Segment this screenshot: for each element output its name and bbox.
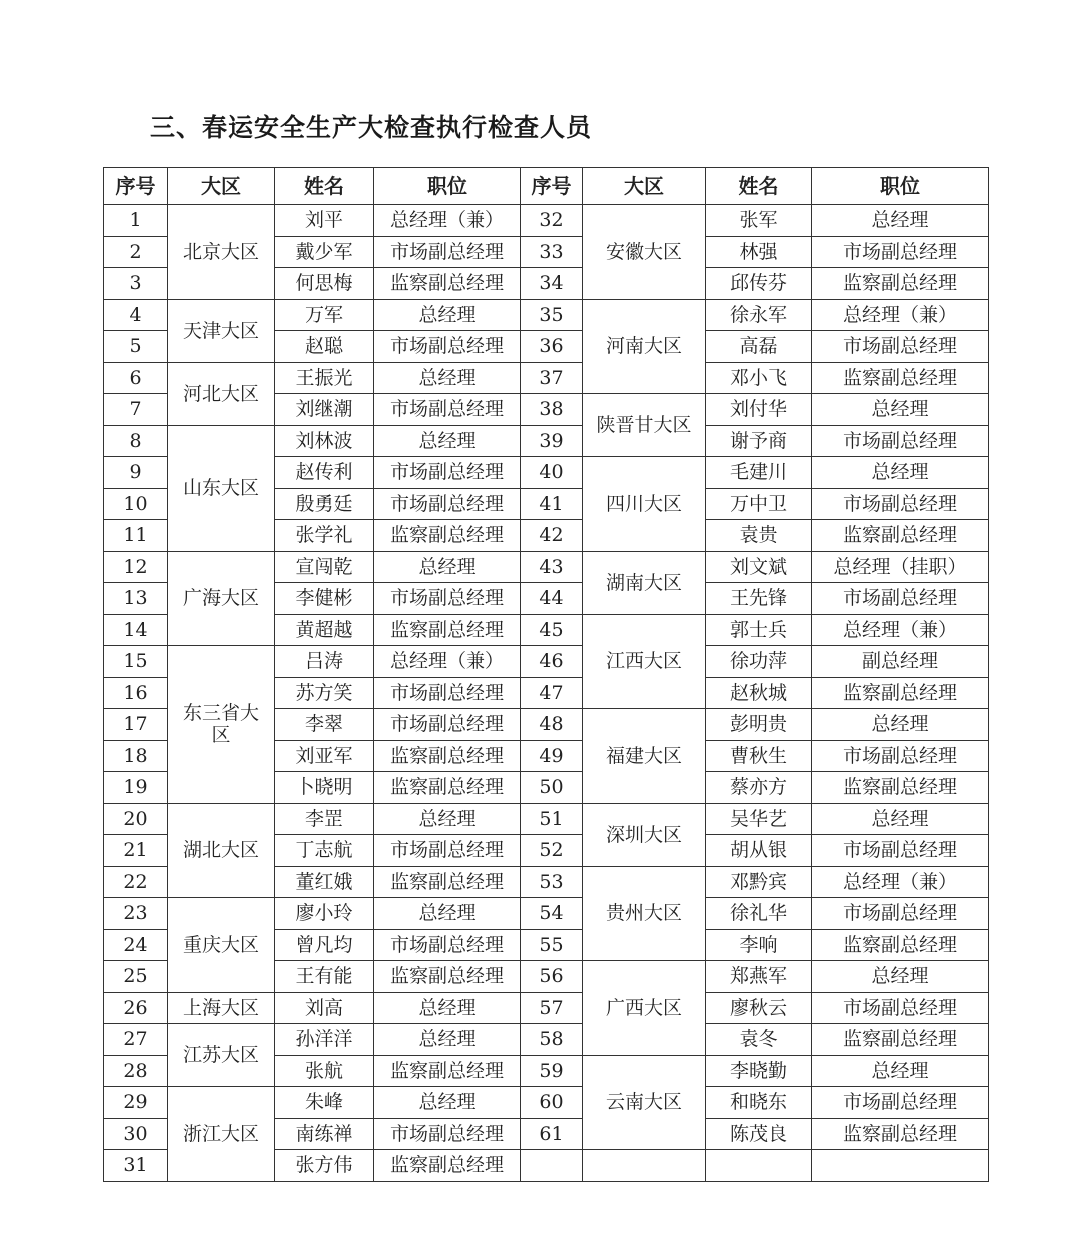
row-number: 51	[521, 803, 583, 835]
person-position: 监察副总经理	[374, 1150, 521, 1182]
row-number: 49	[521, 740, 583, 772]
person-name: 张学礼	[275, 520, 374, 552]
person-name: 殷勇廷	[275, 488, 374, 520]
person-name: 黄超越	[275, 614, 374, 646]
row-number: 10	[104, 488, 168, 520]
person-name: 赵秋城	[706, 677, 812, 709]
person-position: 监察副总经理	[812, 1024, 989, 1056]
person-position: 监察副总经理	[374, 520, 521, 552]
row-number: 33	[521, 236, 583, 268]
region-cell: 四川大区	[583, 457, 706, 552]
row-number: 2	[104, 236, 168, 268]
person-name: 孙洋洋	[275, 1024, 374, 1056]
person-name: 徐功萍	[706, 646, 812, 678]
row-number: 3	[104, 268, 168, 300]
person-position: 总经理	[812, 394, 989, 426]
person-name: 林强	[706, 236, 812, 268]
person-name: 毛建川	[706, 457, 812, 489]
row-number: 1	[104, 205, 168, 237]
row-number: 37	[521, 362, 583, 394]
header-region: 大区	[583, 168, 706, 205]
person-position: 市场副总经理	[812, 425, 989, 457]
person-position: 监察副总经理	[374, 772, 521, 804]
person-name: 郭士兵	[706, 614, 812, 646]
row-number: 43	[521, 551, 583, 583]
header-name: 姓名	[706, 168, 812, 205]
person-name: 何思梅	[275, 268, 374, 300]
person-position: 市场副总经理	[812, 740, 989, 772]
person-name: 胡从银	[706, 835, 812, 867]
row-number: 30	[104, 1118, 168, 1150]
table-row	[104, 803, 989, 835]
row-number: 17	[104, 709, 168, 741]
person-position: 市场副总经理	[812, 331, 989, 363]
person-name: 张航	[275, 1055, 374, 1087]
person-name: 邓小飞	[706, 362, 812, 394]
header-region: 大区	[168, 168, 275, 205]
person-position: 监察副总经理	[812, 268, 989, 300]
person-position: 市场副总经理	[374, 236, 521, 268]
person-position: 监察副总经理	[812, 362, 989, 394]
person-name: 刘付华	[706, 394, 812, 426]
header-name: 姓名	[275, 168, 374, 205]
person-name: 吕涛	[275, 646, 374, 678]
person-name: 刘继潮	[275, 394, 374, 426]
row-number: 12	[104, 551, 168, 583]
person-position: 市场副总经理	[812, 898, 989, 930]
row-number: 58	[521, 1024, 583, 1056]
person-position: 总经理（兼）	[812, 614, 989, 646]
person-name: 卜晓明	[275, 772, 374, 804]
empty-cell	[812, 1150, 989, 1182]
person-name: 邱传芬	[706, 268, 812, 300]
person-name: 万中卫	[706, 488, 812, 520]
row-number: 32	[521, 205, 583, 237]
header-position: 职位	[374, 168, 521, 205]
region-cell: 贵州大区	[583, 866, 706, 961]
person-position: 总经理（兼）	[374, 205, 521, 237]
person-name: 王振光	[275, 362, 374, 394]
person-name: 宣闯乾	[275, 551, 374, 583]
table-row	[104, 299, 989, 331]
person-position: 市场副总经理	[812, 992, 989, 1024]
region-cell: 江苏大区	[168, 1024, 275, 1087]
person-name: 廖小玲	[275, 898, 374, 930]
table-row	[104, 646, 989, 678]
person-position: 市场副总经理	[374, 457, 521, 489]
row-number: 39	[521, 425, 583, 457]
person-position: 总经理	[374, 299, 521, 331]
row-number: 53	[521, 866, 583, 898]
table-row	[104, 1087, 989, 1119]
region-cell: 深圳大区	[583, 803, 706, 866]
region-cell: 广海大区	[168, 551, 275, 646]
row-number: 34	[521, 268, 583, 300]
header-no: 序号	[104, 168, 168, 205]
row-number: 6	[104, 362, 168, 394]
person-name: 朱峰	[275, 1087, 374, 1119]
person-name: 廖秋云	[706, 992, 812, 1024]
person-position: 总经理	[374, 1087, 521, 1119]
person-name: 徐永军	[706, 299, 812, 331]
row-number: 56	[521, 961, 583, 993]
person-position: 市场副总经理	[374, 677, 521, 709]
person-position: 总经理	[812, 803, 989, 835]
section-title: 三、春运安全生产大检查执行检查人员	[150, 113, 593, 142]
person-position: 总经理	[812, 709, 989, 741]
person-position: 总经理	[374, 803, 521, 835]
table-row	[104, 425, 989, 457]
table-row	[104, 362, 989, 394]
row-number: 41	[521, 488, 583, 520]
empty-cell	[706, 1150, 812, 1182]
table-body	[104, 205, 989, 1182]
empty-cell	[521, 1150, 583, 1182]
row-number: 11	[104, 520, 168, 552]
row-number: 36	[521, 331, 583, 363]
person-position: 市场副总经理	[374, 835, 521, 867]
row-number: 21	[104, 835, 168, 867]
person-position: 总经理	[374, 1024, 521, 1056]
row-number: 7	[104, 394, 168, 426]
row-number: 40	[521, 457, 583, 489]
row-number: 60	[521, 1087, 583, 1119]
person-name: 袁冬	[706, 1024, 812, 1056]
person-name: 高磊	[706, 331, 812, 363]
person-position: 市场副总经理	[374, 394, 521, 426]
person-name: 李响	[706, 929, 812, 961]
person-name: 徐礼华	[706, 898, 812, 930]
person-position: 市场副总经理	[812, 835, 989, 867]
person-position: 总经理	[374, 425, 521, 457]
row-number: 4	[104, 299, 168, 331]
region-cell: 重庆大区	[168, 898, 275, 993]
person-name: 陈茂良	[706, 1118, 812, 1150]
table-row	[104, 551, 989, 583]
person-name: 谢予商	[706, 425, 812, 457]
region-cell: 湖南大区	[583, 551, 706, 614]
row-number: 24	[104, 929, 168, 961]
person-position: 监察副总经理	[374, 1055, 521, 1087]
row-number: 54	[521, 898, 583, 930]
person-position: 监察副总经理	[374, 866, 521, 898]
region-cell: 河北大区	[168, 362, 275, 425]
row-number: 23	[104, 898, 168, 930]
person-name: 袁贵	[706, 520, 812, 552]
region-cell: 云南大区	[583, 1055, 706, 1150]
table-row	[104, 992, 989, 1024]
person-position: 监察副总经理	[374, 740, 521, 772]
row-number: 35	[521, 299, 583, 331]
person-name: 万军	[275, 299, 374, 331]
person-position: 总经理	[374, 551, 521, 583]
region-cell: 陕晋甘大区	[583, 394, 706, 457]
person-position: 总经理（挂职）	[812, 551, 989, 583]
row-number: 47	[521, 677, 583, 709]
person-position: 市场副总经理	[812, 488, 989, 520]
person-name: 张方伟	[275, 1150, 374, 1182]
person-name: 李晓勤	[706, 1055, 812, 1087]
row-number: 22	[104, 866, 168, 898]
person-name: 刘林波	[275, 425, 374, 457]
row-number: 55	[521, 929, 583, 961]
person-position: 监察副总经理	[812, 677, 989, 709]
person-position: 市场副总经理	[374, 331, 521, 363]
person-name: 曾凡均	[275, 929, 374, 961]
region-cell: 湖北大区	[168, 803, 275, 898]
person-name: 吴华艺	[706, 803, 812, 835]
row-number: 27	[104, 1024, 168, 1056]
person-name: 刘文斌	[706, 551, 812, 583]
row-number: 50	[521, 772, 583, 804]
row-number: 16	[104, 677, 168, 709]
person-position: 市场副总经理	[374, 488, 521, 520]
person-name: 刘亚军	[275, 740, 374, 772]
row-number: 26	[104, 992, 168, 1024]
person-position: 监察副总经理	[812, 520, 989, 552]
person-position: 监察副总经理	[812, 929, 989, 961]
table-header-row	[104, 168, 989, 205]
person-name: 郑燕军	[706, 961, 812, 993]
row-number: 57	[521, 992, 583, 1024]
person-name: 赵聪	[275, 331, 374, 363]
person-position: 总经理（兼）	[374, 646, 521, 678]
person-name: 董红娥	[275, 866, 374, 898]
person-position: 总经理（兼）	[812, 299, 989, 331]
row-number: 18	[104, 740, 168, 772]
person-position: 市场副总经理	[374, 709, 521, 741]
person-name: 王先锋	[706, 583, 812, 615]
person-name: 赵传利	[275, 457, 374, 489]
region-cell: 安徽大区	[583, 205, 706, 300]
region-cell: 山东大区	[168, 425, 275, 551]
region-cell: 浙江大区	[168, 1087, 275, 1182]
person-position: 总经理	[812, 961, 989, 993]
person-name: 李罡	[275, 803, 374, 835]
person-position: 监察副总经理	[374, 961, 521, 993]
person-position: 市场副总经理	[812, 236, 989, 268]
region-cell: 天津大区	[168, 299, 275, 362]
row-number: 19	[104, 772, 168, 804]
person-position: 副总经理	[812, 646, 989, 678]
region-cell: 广西大区	[583, 961, 706, 1056]
region-cell: 河南大区	[583, 299, 706, 394]
row-number: 31	[104, 1150, 168, 1182]
person-name: 邓黔宾	[706, 866, 812, 898]
header-no: 序号	[521, 168, 583, 205]
person-name: 彭明贵	[706, 709, 812, 741]
person-position: 监察副总经理	[374, 268, 521, 300]
table-row	[104, 205, 989, 237]
table-row	[104, 898, 989, 930]
row-number: 52	[521, 835, 583, 867]
person-name: 丁志航	[275, 835, 374, 867]
person-position: 总经理	[374, 898, 521, 930]
row-number: 28	[104, 1055, 168, 1087]
region-cell: 福建大区	[583, 709, 706, 804]
row-number: 14	[104, 614, 168, 646]
region-cell: 上海大区	[168, 992, 275, 1024]
person-name: 和晓东	[706, 1087, 812, 1119]
person-name: 李健彬	[275, 583, 374, 615]
row-number: 45	[521, 614, 583, 646]
row-number: 44	[521, 583, 583, 615]
person-position: 监察副总经理	[812, 1118, 989, 1150]
region-cell: 江西大区	[583, 614, 706, 709]
person-name: 苏方笑	[275, 677, 374, 709]
person-position: 监察副总经理	[374, 614, 521, 646]
row-number: 42	[521, 520, 583, 552]
row-number: 59	[521, 1055, 583, 1087]
table-row	[104, 1024, 989, 1056]
person-position: 总经理	[812, 1055, 989, 1087]
person-name: 李翠	[275, 709, 374, 741]
person-name: 张军	[706, 205, 812, 237]
person-position: 总经理（兼）	[812, 866, 989, 898]
row-number: 25	[104, 961, 168, 993]
person-position: 监察副总经理	[812, 772, 989, 804]
empty-cell	[583, 1150, 706, 1182]
region-cell: 北京大区	[168, 205, 275, 300]
row-number: 9	[104, 457, 168, 489]
person-position: 市场副总经理	[374, 929, 521, 961]
person-position: 总经理	[812, 205, 989, 237]
person-name: 曹秋生	[706, 740, 812, 772]
row-number: 20	[104, 803, 168, 835]
person-position: 总经理	[374, 992, 521, 1024]
row-number: 8	[104, 425, 168, 457]
row-number: 48	[521, 709, 583, 741]
person-position: 总经理	[374, 362, 521, 394]
person-name: 刘平	[275, 205, 374, 237]
person-name: 刘高	[275, 992, 374, 1024]
row-number: 46	[521, 646, 583, 678]
row-number: 61	[521, 1118, 583, 1150]
inspection-staff-table	[103, 167, 989, 1182]
row-number: 15	[104, 646, 168, 678]
person-position: 市场副总经理	[374, 1118, 521, 1150]
person-name: 戴少军	[275, 236, 374, 268]
person-name: 王有能	[275, 961, 374, 993]
person-position: 市场副总经理	[374, 583, 521, 615]
person-name: 南练禅	[275, 1118, 374, 1150]
row-number: 13	[104, 583, 168, 615]
person-position: 总经理	[812, 457, 989, 489]
row-number: 5	[104, 331, 168, 363]
region-cell: 东三省大区	[168, 646, 275, 804]
row-number: 29	[104, 1087, 168, 1119]
person-position: 市场副总经理	[812, 1087, 989, 1119]
person-position: 市场副总经理	[812, 583, 989, 615]
header-position: 职位	[812, 168, 989, 205]
row-number: 38	[521, 394, 583, 426]
person-name: 蔡亦方	[706, 772, 812, 804]
